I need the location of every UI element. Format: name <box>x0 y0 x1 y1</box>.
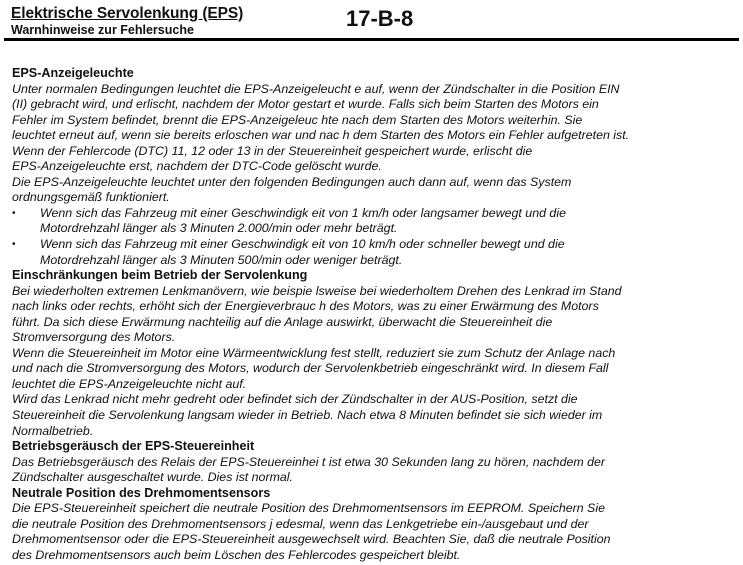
document-title: Elektrische Servolenkung (EPS) <box>11 5 244 22</box>
document-body <box>12 66 737 564</box>
text-line: Zündschalter ausgeschaltet wurde. Dies ist normal. <box>12 470 293 485</box>
text-line: Stromversorgung des Motors. <box>12 330 176 345</box>
text-line: Das Betriebsgeräusch des Relais der EPS-Steuereinhei t ist etwa 30 Sekunden lang zu hören, nachdem der <box>12 454 606 469</box>
section-paragraph <box>12 501 737 563</box>
text-line: Motordrehzahl länger als 3 Minuten 500/min oder weniger beträgt. <box>40 252 403 267</box>
text-line: leuchtet erneut auf, wenn sie bereits erloschen war und nac h dem Starten des Motors ein Fehler aufgetreten ist. <box>12 128 630 143</box>
section-heading: Neutrale Position des Drehmomentsensors <box>12 485 271 500</box>
text-line: Unter normalen Bedingungen leuchtet die EPS-Anzeigeleucht e auf, wenn der Zündschalter in die Position EIN <box>12 81 620 96</box>
section-paragraph <box>12 284 737 439</box>
text-line: leuchtet die EPS-Anzeigeleuchte nicht auf. <box>12 376 247 391</box>
text-line: Wenn sich das Fahrzeug mit einer Geschwindigk eit von 1 km/h oder langsamer bewegt und die <box>40 205 566 220</box>
text-line: Die EPS-Anzeigeleuchte leuchtet unter den folgenden Bedingungen auch dann auf, wenn das System <box>12 174 572 189</box>
section-heading: EPS-Anzeigeleuchte <box>12 66 134 80</box>
text-line: EPS-Anzeigeleuchte erst, nachdem der DTC-Code gelöscht wurde. <box>12 159 382 174</box>
section-neutrale-position <box>12 486 737 564</box>
bullet-icon: • <box>12 239 16 251</box>
section-paragraph <box>12 455 737 486</box>
section-eps-anzeigeleuchte <box>12 66 737 268</box>
text-line: Drehmomentsensor oder die EPS-Steuereinheit ausgewechselt wird. Beachten Sie, daß die neutrale Position <box>12 532 611 547</box>
section-paragraph <box>12 82 737 206</box>
text-line: die neutrale Position des Drehmomentsensors j edesmal, wenn das Lenkgetriebe ein-/ausgebaut und der <box>12 516 589 531</box>
text-line: Die EPS-Steuereinheit speichert die neutrale Position des Drehmomentsensors im EEPROM. Speichern Sie <box>12 501 605 516</box>
section-heading: Einschränkungen beim Betrieb der Servolenkung <box>12 268 308 283</box>
section-heading: Betriebsgeräusch der EPS-Steuereinheit <box>12 439 255 454</box>
bullet-item <box>12 237 737 268</box>
text-line: Wenn der Fehlercode (DTC) 11, 12 oder 13 in der Steuereinheit gespeichert wurde, erlischt die <box>12 143 533 158</box>
header-divider <box>4 38 739 41</box>
document-subtitle: Warnhinweise zur Fehlersuche <box>11 23 194 37</box>
section-einschraenkungen <box>12 268 737 439</box>
text-line: (II) gebracht wird, und erlischt, nachdem der Motor gestart et wurde. Falls sich beim Starten des Motors ein <box>12 97 599 112</box>
text-line: und nach die Stromversorgung des Motors, wodurch der Servolenkbetrieb eingeschränkt wird. In diesem Fall <box>12 361 609 376</box>
bullet-icon: • <box>12 207 16 219</box>
text-line: ordnungsgemäß funktioniert. <box>12 190 170 205</box>
text-line: Bei wiederholten extremen Lenkmanövern, wie beispie lsweise bei wiederholtem Drehen des Lenkrad im Stand <box>12 283 622 298</box>
section-betriebsgeraeusch <box>12 439 737 486</box>
text-line: nach links oder rechts, erhöht sich der Energieverbrauc h des Motors, was zu einer Erwärmung des Motors <box>12 299 599 314</box>
text-line: Fehler im System befindet, brennt die EPS-Anzeigeleuc hte nach dem Starten des Motors weiterhin. Sie <box>12 112 583 127</box>
page-number: 17-B-8 <box>346 6 414 31</box>
text-line: Wenn sich das Fahrzeug mit einer Geschwindigk eit von 10 km/h oder schneller bewegt und die <box>40 237 565 252</box>
bullet-item <box>12 206 737 237</box>
text-line: Normalbetrieb. <box>12 423 94 438</box>
text-line: Motordrehzahl länger als 3 Minuten 2.000/min oder mehr beträgt. <box>40 221 398 236</box>
text-line: des Drehmomentsensors auch beim Löschen des Fehlercodes gespeichert bleibt. <box>12 547 461 562</box>
text-line: führt. Da sich diese Erwärmung nachteilig auf die Anlage auswirkt, überwacht die Steuereinheit die <box>12 314 553 329</box>
text-line: Steuereinheit die Servolenkung langsam wieder in Betrieb. Nach etwa 8 Minuten befindet sie sich wieder im <box>12 408 603 423</box>
text-line: Wenn die Steuereinheit im Motor eine Wärmeentwicklung fest stellt, reduziert sie zum Schutz der Anlage nach <box>12 345 616 360</box>
text-line: Wird das Lenkrad nicht mehr gedreht oder befindet sich der Zündschalter in der AUS-Position, setzt die <box>12 392 578 407</box>
